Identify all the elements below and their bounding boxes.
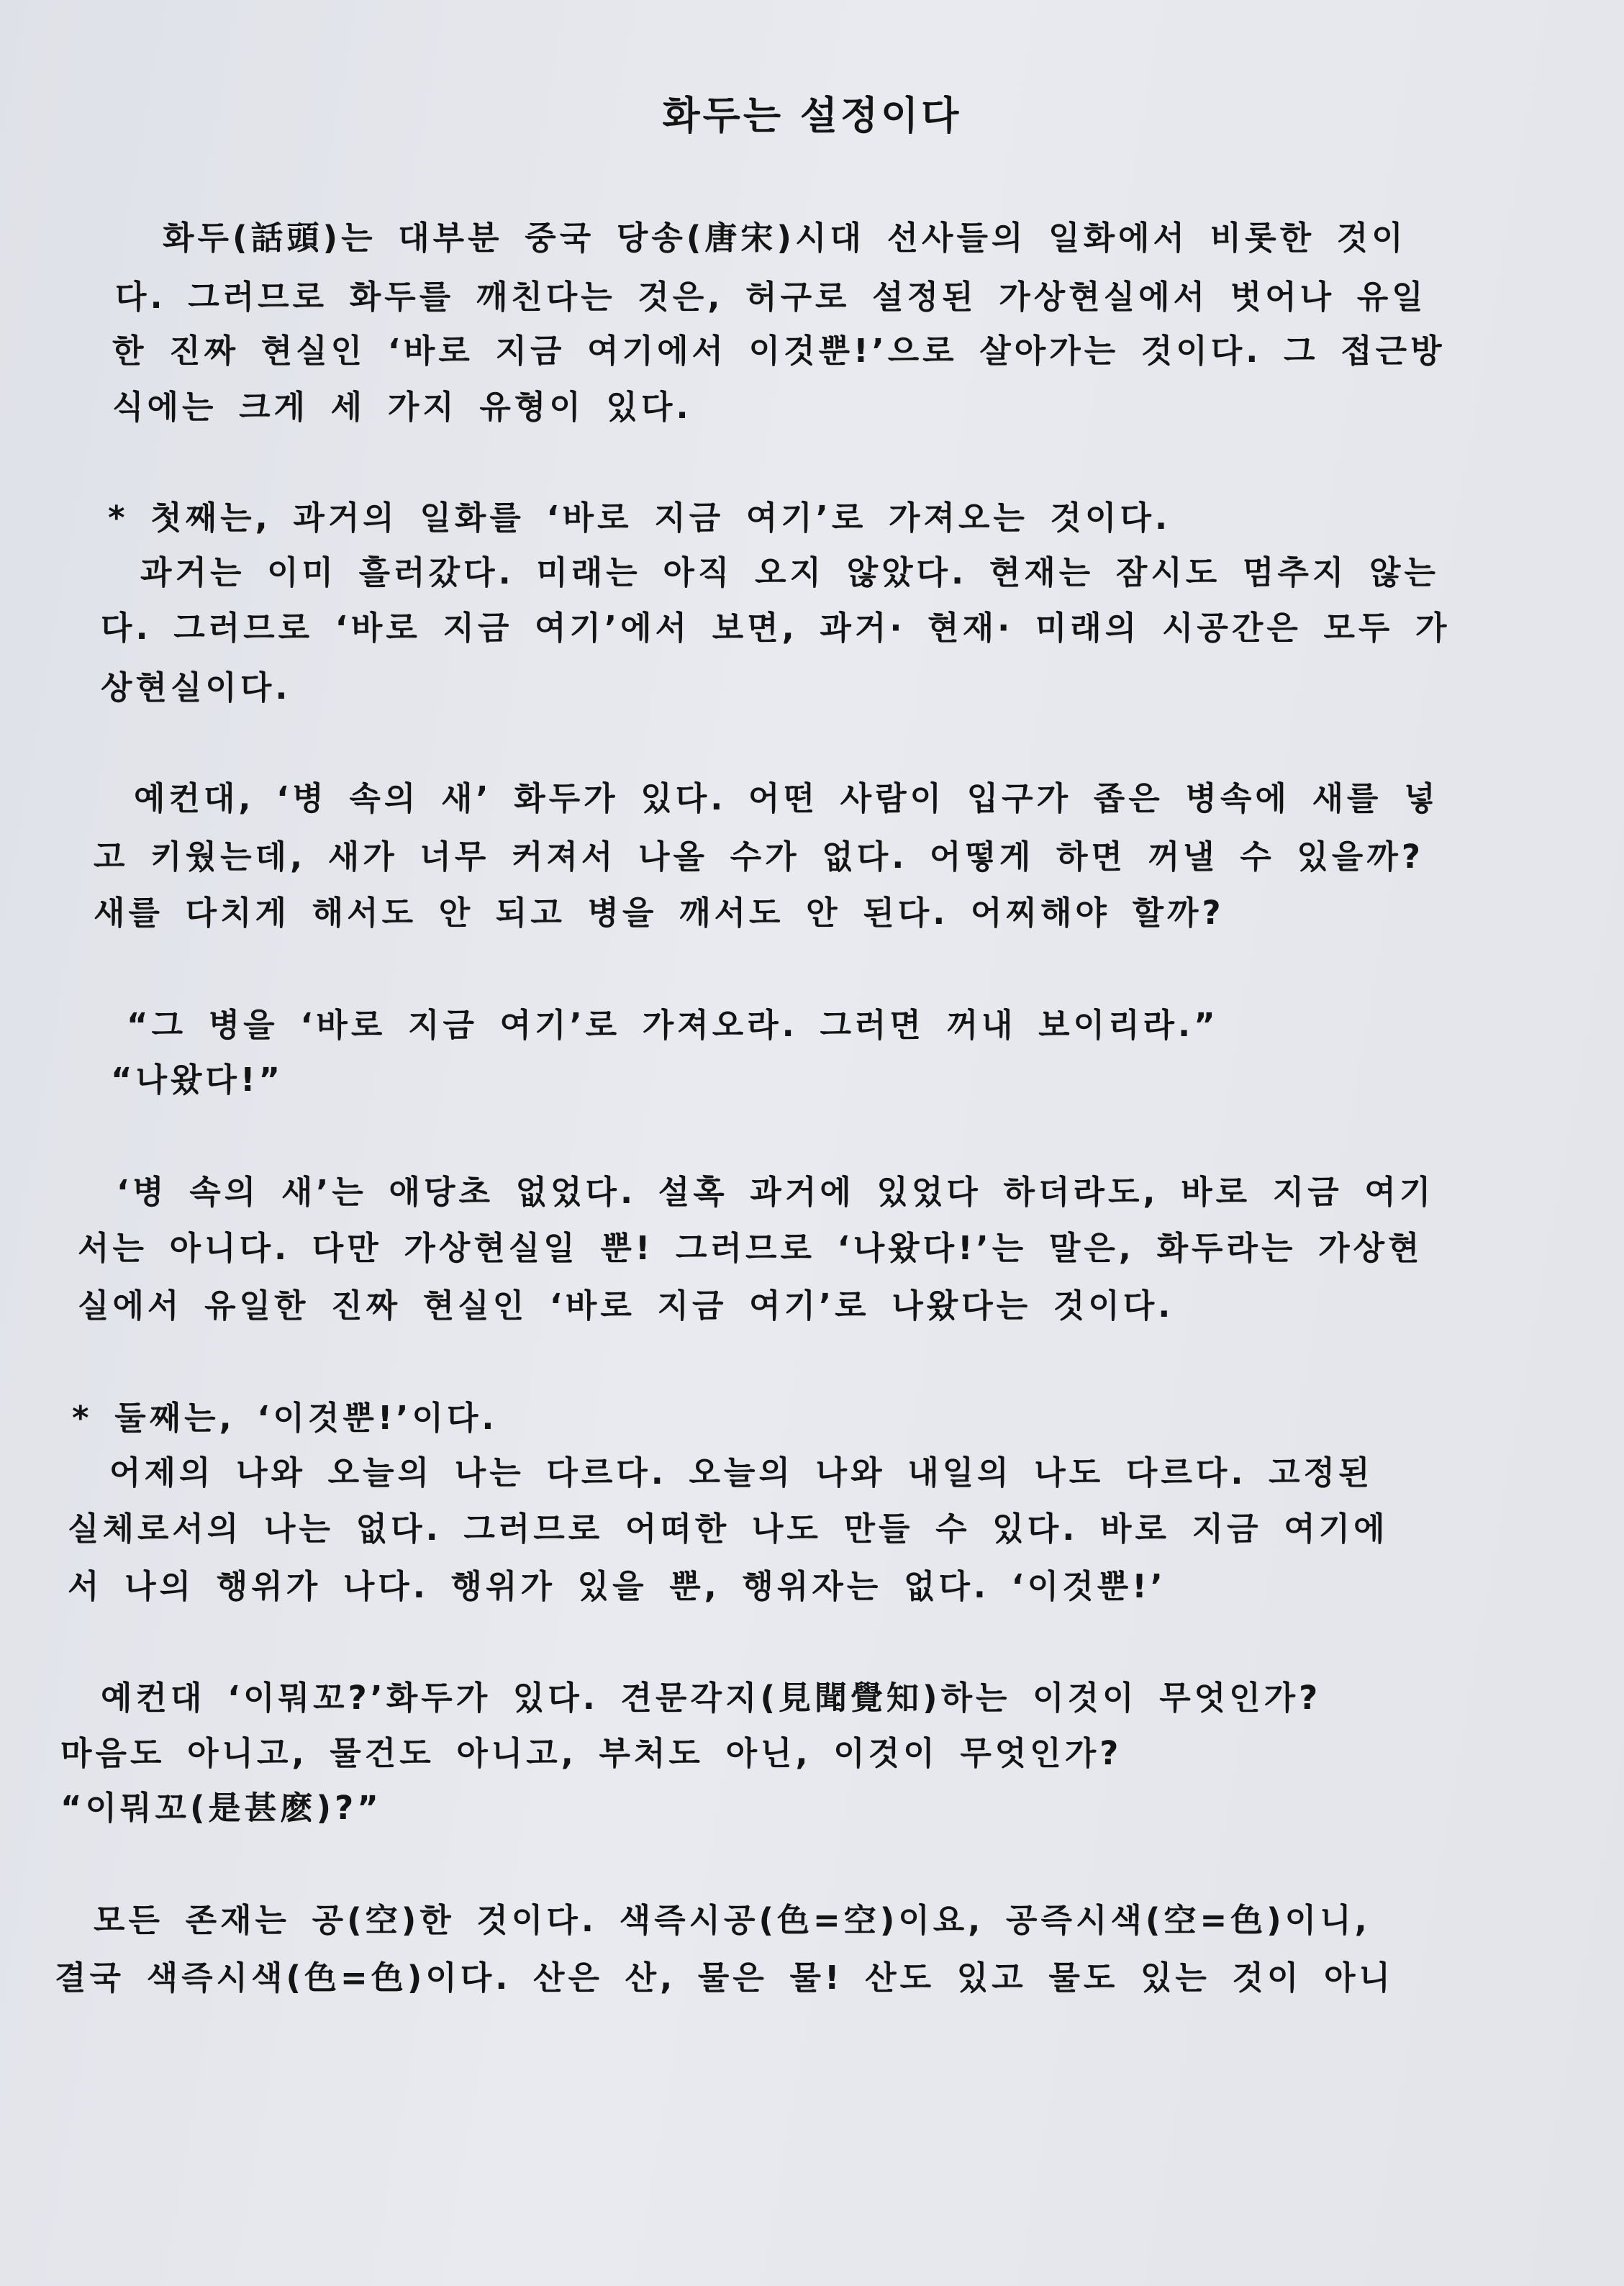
text-line: 과거는 이미 흘러갔다. 미래는 아직 오지 않았다. 현재는 잠시도 멈추지 않는	[140, 553, 1439, 591]
text-line: 새를 다치게 해서도 안 되고 병을 깨서도 안 된다. 어찌해야 할까?	[94, 894, 1225, 932]
text-line: 모든 존재는 공(空)한 것이다. 색즉시공(色=空)이요, 공즉시색(空=色)이니,	[94, 1901, 1371, 1939]
text-line: 실체로서의 나는 없다. 그러므로 어떠한 나도 만들 수 있다. 바로 지금 여기에	[68, 1510, 1389, 1548]
quote-line: “이뭐꼬(是甚麽)?”	[60, 1789, 382, 1827]
document-title: 화두는 설정이다	[662, 93, 962, 138]
text-line: 다. 그러므로 화두를 깨친다는 것은, 허구로 설정된 가상현실에서 벗어나 유일	[115, 278, 1427, 316]
text-line: 상현실이다.	[101, 668, 291, 707]
section-heading: * 첫째는, 과거의 일화를 ‘바로 지금 여기’로 가져오는 것이다.	[108, 499, 1171, 537]
section-heading: * 둘째는, ‘이것뿐!’이다.	[72, 1399, 498, 1437]
quote-line: “그 병을 ‘바로 지금 여기’로 가져오라. 그러면 꺼내 보이리라.”	[127, 1006, 1219, 1044]
text-line: 한 진짜 현실인 ‘바로 지금 여기에서 이것뿐!’으로 살아가는 것이다. 그 접근방	[112, 332, 1446, 370]
text-line: 서 나의 행위가 나다. 행위가 있을 뿐, 행위자는 없다. ‘이것뿐!’	[68, 1567, 1166, 1605]
text-line: 고 키웠는데, 새가 너무 커져서 나올 수가 없다. 어떻게 하면 꺼낼 수 있을까?	[94, 838, 1424, 876]
text-line: ‘병 속의 새’는 애당초 없었다. 설혹 과거에 있었다 하더라도, 바로 지금 여기	[117, 1173, 1435, 1211]
text-line: 식에는 크게 세 가지 유형이 있다.	[112, 388, 692, 426]
text-line: 결국 색즉시색(色=色)이다. 산은 산, 물은 물! 산도 있고 물도 있는 것이 아니	[55, 1959, 1394, 1997]
text-line: 다. 그러므로 ‘바로 지금 여기’에서 보면, 과거· 현재· 미래의 시공간은 모두 가	[101, 609, 1451, 647]
text-line: 서는 아니다. 다만 가상현실일 뿐! 그러므로 ‘나왔다!’는 말은, 화두라는 가상현	[78, 1229, 1423, 1267]
text-line: 예컨대, ‘병 속의 새’ 화두가 있다. 어떤 사람이 입구가 좁은 병속에 새를 넣	[134, 779, 1439, 817]
text-line: 어제의 나와 오늘의 나는 다르다. 오늘의 나와 내일의 나도 다르다. 고정된	[109, 1453, 1374, 1492]
text-line: 실에서 유일한 진짜 현실인 ‘바로 지금 여기’로 나왔다는 것이다.	[78, 1287, 1174, 1325]
text-line: 마음도 아니고, 물건도 아니고, 부처도 아닌, 이것이 무엇인가?	[60, 1734, 1122, 1772]
quote-line: “나왔다!”	[111, 1061, 284, 1099]
text-line: 화두(話頭)는 대부분 중국 당송(唐宋)시대 선사들의 일화에서 비롯한 것이	[163, 219, 1407, 257]
text-line: 예컨대 ‘이뭐꼬?’화두가 있다. 견문각지(見聞覺知)하는 이것이 무엇인가?	[101, 1679, 1322, 1717]
